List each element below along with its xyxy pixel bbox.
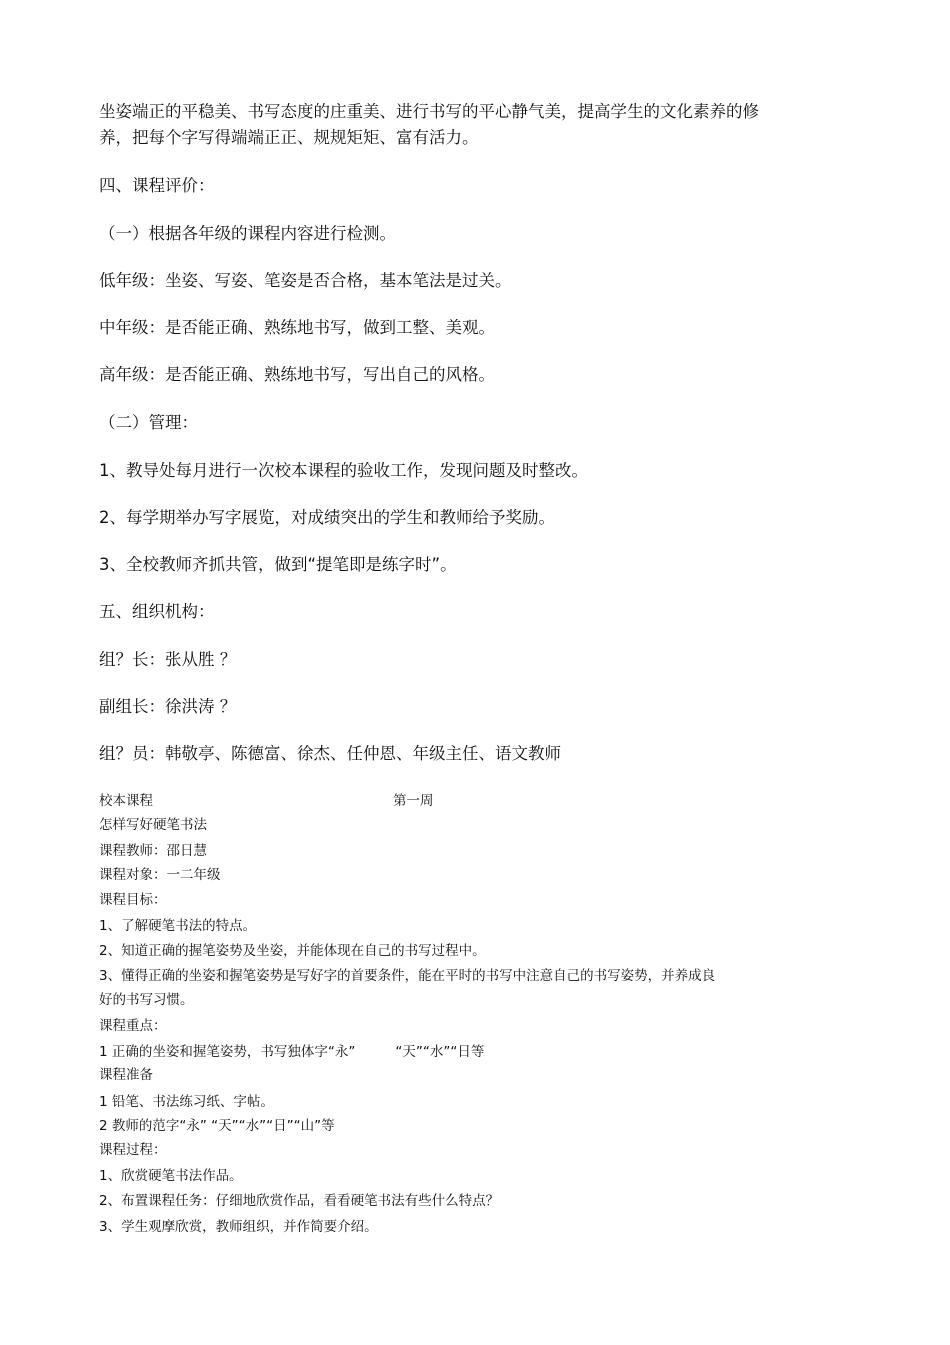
lesson-teacher: 课程教师：邵日慧 [99,843,207,859]
prep-item: 1 铅笔、书法练习纸、字帖。 [99,1094,274,1110]
key-label: 课程重点： [99,1018,167,1034]
subheading: （二）管理： [99,413,198,432]
prep-label: 课程准备 [99,1067,153,1083]
goal-item: 3、懂得正确的坐姿和握笔姿势是写好字的首要条件，能在平时的书写中注意自己的书写姿势，并养成良 [99,968,716,984]
paragraph-line: 高年级：是否能正确、熟练地书写，写出自己的风格。 [99,365,495,384]
org-leader: 组？长：张从胜 ？ [99,650,237,669]
paragraph-line: 中年级：是否能正确、熟练地书写，做到工整、美观。 [99,318,495,337]
org-members: 组？员：韩敬亭、陈德富、徐杰、任仲恩、年级主任、语文教师 [99,744,561,763]
process-label: 课程过程： [99,1142,167,1158]
process-step: 3、学生观摩欣赏，教师组织，并作简要介绍。 [99,1219,378,1235]
key-item [99,1043,484,1061]
list-item: 1、教导处每月进行一次校本课程的验收工作，发现问题及时整改。 [99,461,588,480]
lesson-title: 怎样写好硬笔书法 [99,817,207,833]
section-heading: 五、组织机构： [99,602,215,621]
goal-item: 2、知道正确的握笔姿势及坐姿，并能体现在自己的书写过程中。 [99,943,486,959]
prep-item: 2 教师的范字“永” “天”“水”“日”“山”等 [99,1118,335,1134]
section-heading: 四、课程评价： [99,176,215,195]
course-label: 校本课程 [99,793,153,809]
lesson-target: 课程对象：一二年级 [99,867,221,883]
key-item-part: 1 正确的坐姿和握笔姿势，书写独体字“永” [99,1044,356,1060]
paragraph-line: 低年级：坐姿、写姿、笔姿是否合格，基本笔法是过关。 [99,271,512,290]
org-vice-leader: 副组长：徐洪涛 ？ [99,697,237,716]
goals-label: 课程目标： [99,892,167,908]
week-label: 第一周 [393,793,434,809]
paragraph-line: 养，把每个字写得端端正正、规规矩矩、富有活力。 [99,128,479,147]
paragraph-line: 坐姿端正的平稳美、书写态度的庄重美、进行书写的平心静气美，提高学生的文化素养的修 [99,102,759,121]
goal-item-continued: 好的书写习惯。 [99,992,194,1008]
key-item-part: “天”“水”“日等 [395,1044,485,1060]
process-step: 1、欣赏硬笔书法作品。 [99,1168,243,1184]
goal-item: 1、了解硬笔书法的特点。 [99,918,257,934]
subheading: （一）根据各年级的课程内容进行检测。 [99,224,396,243]
list-item: 2、每学期举办写字展览，对成绩突出的学生和教师给予奖励。 [99,508,555,527]
process-step: 2、布置课程任务：仔细地欣赏作品，看看硬笔书法有些什么特点？ [99,1193,500,1209]
list-item: 3、全校教师齐抓共管，做到“提笔即是练字时”。 [99,555,457,574]
